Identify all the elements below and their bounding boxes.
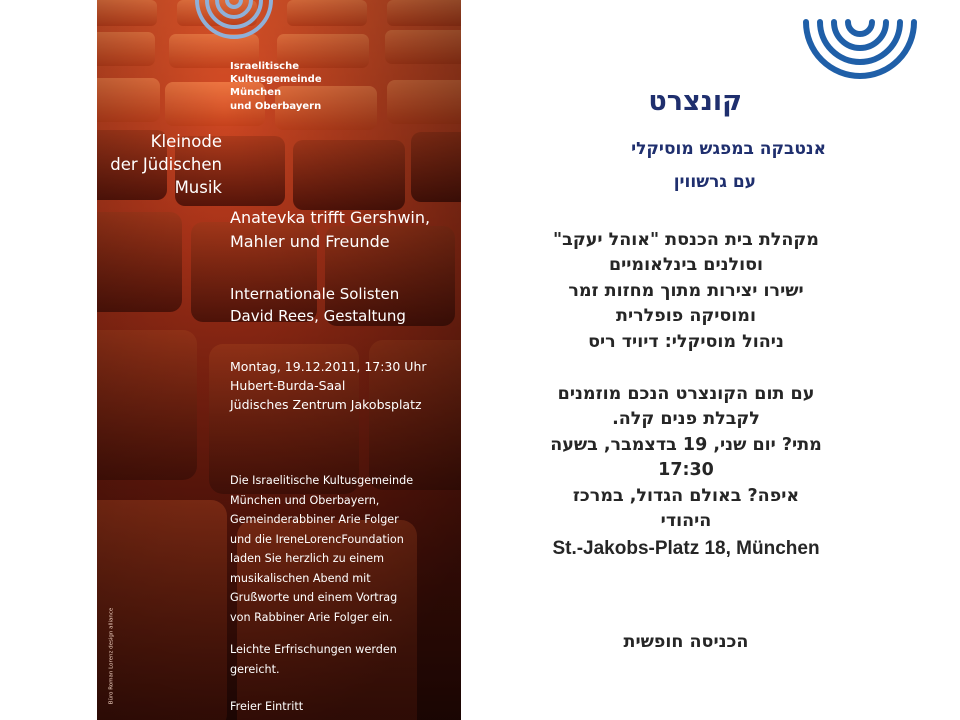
concert-title: קונצרט <box>648 86 742 117</box>
invitation-line: Gemeinderabbiner Arie Folger <box>230 513 399 526</box>
event-date-line: Montag, 19.12.2011, 17:30 Uhr <box>230 359 427 374</box>
org-line: Israelitische <box>230 61 299 72</box>
poster-admission: Freier Eintritt <box>230 700 304 713</box>
poster-event-info <box>230 357 427 414</box>
invitation-line: Grußworte und einem Vortrag <box>230 591 398 604</box>
concert-subtitle: אנטבקה במפגש מוסיקלי <box>631 139 826 159</box>
performers-line: Internationale Solisten <box>230 285 400 303</box>
details-line: היהודי <box>660 511 712 532</box>
series-line: Kleinode <box>150 132 222 151</box>
concert-details <box>462 228 910 564</box>
invitation-line: von Rabbiner Arie Folger ein. <box>230 610 393 624</box>
details-line: ניהול מוסיקלי: דיויד ריס <box>588 331 784 352</box>
details-line: איפה? באולם הגדול, במרכז <box>572 485 800 506</box>
details-line: 17:30 <box>658 460 714 481</box>
poster-organization <box>230 60 322 113</box>
org-line: München <box>230 87 282 99</box>
spacer <box>462 355 910 382</box>
free-entry: הכניסה חופשית <box>623 632 749 652</box>
refreshments-line: gereicht. <box>230 663 280 676</box>
event-venue-line: Hubert-Burda-Saal <box>230 378 346 393</box>
series-line: Musik <box>174 178 222 197</box>
invitation-line: München und Oberbayern, <box>230 493 380 507</box>
address-line: St.-Jakobs-Platz 18, München <box>552 538 820 560</box>
series-line: der Jüdischen <box>110 155 222 174</box>
concert-subtitle: עם גרשווין <box>673 172 756 192</box>
org-line: Kultusgemeinde <box>230 74 322 86</box>
invitation-line: musikalischen Abend mit <box>230 571 371 585</box>
performers-line: David Rees, Gestaltung <box>230 307 406 325</box>
headline-line: Anatevka trifft Gershwin, <box>230 208 431 227</box>
invitation-line: und die IreneLorencFoundation <box>230 532 404 546</box>
details-line: עם תום הקונצרט הנכם מוזמנים <box>557 384 815 405</box>
concert-poster <box>97 0 461 720</box>
poster-series-title <box>107 130 222 199</box>
invitation-line: laden Sie herzlich zu einem <box>230 552 385 565</box>
menorah-logo-icon <box>189 0 279 46</box>
menorah-logo-icon <box>800 12 920 92</box>
poster-performers <box>230 283 406 327</box>
event-location-line: Jüdisches Zentrum Jakobsplatz <box>230 397 422 412</box>
poster-credit: Büro Roman Lorenz design alliance <box>108 607 115 705</box>
headline-line: Mahler und Freunde <box>230 232 390 251</box>
poster-invitation <box>230 471 413 627</box>
details-line: ומוסיקה פופלרית <box>616 306 756 327</box>
refreshments-line: Leichte Erfrischungen werden <box>230 643 397 656</box>
poster-refreshments <box>230 640 397 680</box>
details-line: וסולנים בינלאומיים <box>608 255 764 276</box>
details-line: ישירו יצירות מתוך מחזות זמר <box>568 280 804 301</box>
invitation-line: Die Israelitische Kultusgemeinde <box>230 474 414 487</box>
details-line: מקהלת בית הכנסת "אוהל יעקב" <box>553 230 819 250</box>
poster-headline <box>230 206 430 254</box>
org-line: und Oberbayern <box>230 100 322 112</box>
details-line: מתי? יום שני, 19 בדצמבר, בשעה <box>550 434 822 455</box>
details-line: לקבלת פנים קלה. <box>612 409 760 430</box>
